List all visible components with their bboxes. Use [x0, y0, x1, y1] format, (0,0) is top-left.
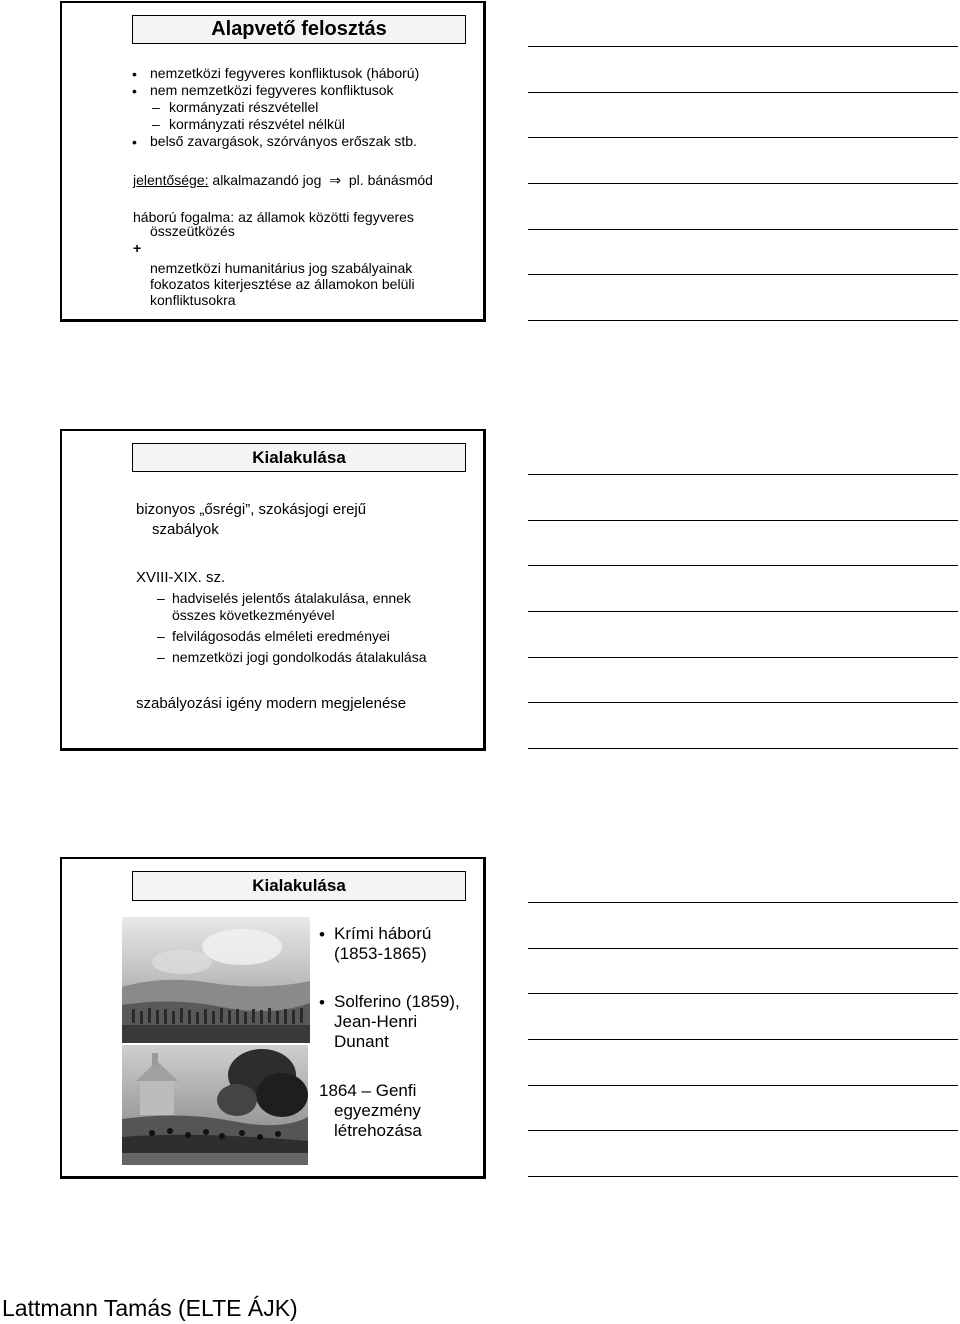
note-line [528, 948, 958, 949]
crimean-war-painting [122, 917, 310, 1043]
bullet2-line3: Dunant [334, 1032, 389, 1051]
sub-bullet-text: kormányzati részvétel nélkül [169, 116, 345, 132]
bullet-dot: • [319, 925, 325, 944]
note-line [528, 137, 958, 138]
bullet1-line1: Krími háború [334, 924, 432, 943]
significance-label: jelentősége: [133, 172, 209, 188]
dash-marker: – [152, 116, 160, 132]
para1-line2: szabályok [152, 521, 219, 538]
dash-marker: – [157, 590, 165, 606]
period-label: XVIII-XIX. sz. [136, 569, 226, 586]
significance-after: pl. bánásmód [348, 172, 433, 188]
bullet1-line2: (1853-1865) [334, 944, 427, 963]
note-line [528, 1176, 958, 1177]
note-line [528, 229, 958, 230]
bullet-dot: • [319, 993, 325, 1012]
bullet-text: belső zavargások, szórványos erőszak stb. [150, 133, 417, 149]
note-line [528, 702, 958, 703]
dash-item-text: hadviselés jelentős átalakulása, ennek [172, 590, 411, 606]
note-line [528, 1039, 958, 1040]
note-line [528, 1130, 958, 1131]
dash-item-text: felvilágosodás elméleti eredményei [172, 628, 390, 644]
slide-title: Kialakulása [132, 443, 466, 472]
note-line [528, 320, 958, 321]
sub-bullet-text: kormányzati részvétellel [169, 99, 319, 115]
slide-alapveto-felosztas [60, 1, 486, 322]
bullet-dot: • [132, 66, 137, 82]
plus-sign: + [133, 240, 142, 256]
ihl-line1: nemzetközi humanitárius jog szabályainak [150, 260, 413, 276]
footer-author: Lattmann Tamás (ELTE ÁJK) [2, 1295, 298, 1321]
solferino-painting [122, 1045, 308, 1165]
conclusion-text: szabályozási igény modern megjelenése [136, 695, 407, 712]
slide-kialakulasa-1 [60, 429, 486, 751]
bullet-text: nemzetközi fegyveres konfliktusok (háború) [150, 65, 420, 81]
bullet2-line1: Solferino (1859), [334, 992, 460, 1011]
slide-title: Alapvető felosztás [132, 15, 466, 44]
note-line [528, 474, 958, 475]
dash-marker: – [157, 628, 165, 644]
dash-item-text: nemzetközi jogi gondolkodás átalakulása [172, 649, 427, 665]
war-definition-line2: összeütközés [150, 223, 235, 239]
note-line [528, 92, 958, 93]
dash-marker: – [157, 649, 165, 665]
note-line [528, 993, 958, 994]
note-line [528, 183, 958, 184]
note-line [528, 274, 958, 275]
para1-line1: bizonyos „ősrégi”, szokásjogi erejű [136, 501, 367, 518]
note-line [528, 520, 958, 521]
significance-line [133, 172, 433, 189]
ihl-line2: fokozatos kiterjesztése az államokon belüli [150, 276, 415, 292]
dash-marker: – [152, 99, 160, 115]
item3-line2: egyezmény [334, 1101, 421, 1120]
note-line [528, 565, 958, 566]
bullet-dot: • [132, 83, 137, 99]
ihl-line3: konfliktusokra [150, 292, 236, 308]
significance-text: alkalmazandó jog [212, 172, 322, 188]
note-line [528, 902, 958, 903]
note-line [528, 657, 958, 658]
note-line [528, 611, 958, 612]
note-line [528, 1085, 958, 1086]
bullet-dot: • [132, 134, 137, 150]
bullet-text: nem nemzetközi fegyveres konfliktusok [150, 82, 394, 98]
item3-line3: létrehozása [334, 1121, 422, 1140]
slide-kialakulasa-2 [60, 857, 486, 1179]
bullet2-line2: Jean-Henri [334, 1012, 418, 1031]
implies-arrow-icon: ⇒ [329, 172, 341, 188]
dash-item-text: összes következményével [172, 607, 335, 623]
note-line [528, 46, 958, 47]
war-definition-line1: háború fogalma: az államok közötti fegyveres [133, 209, 414, 225]
item3-line1: 1864 – Genfi [319, 1081, 417, 1100]
slide-title: Kialakulása [132, 871, 466, 901]
note-line [528, 748, 958, 749]
